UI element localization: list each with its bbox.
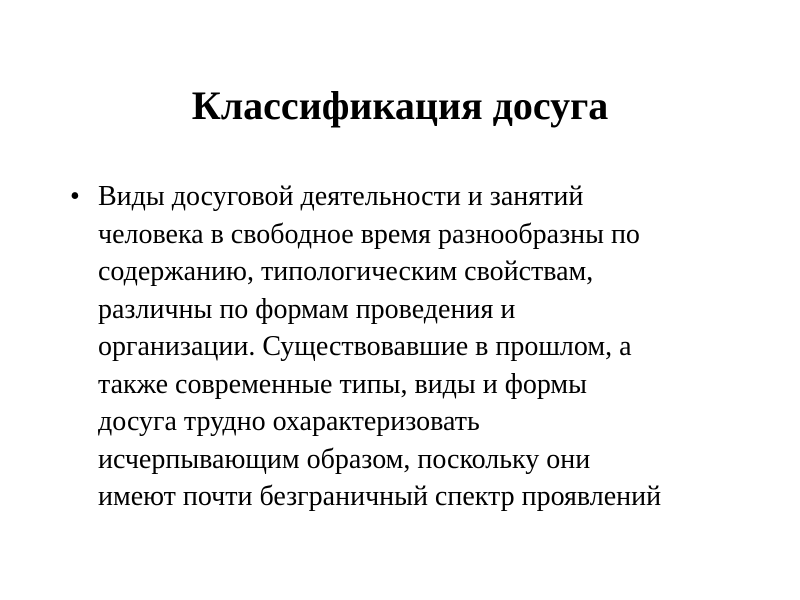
slide-title: Классификация досуга: [191, 83, 609, 128]
bullet-icon: •: [70, 181, 80, 212]
bullet-line: имеют почти безграничный спектр проявлений: [98, 481, 662, 512]
bullet-line: человека в свободное время разнообразны по: [98, 218, 640, 250]
bullet-line: Виды досуговой деятельности и занятий: [98, 181, 584, 212]
bullet-line: досуга трудно охарактеризовать: [98, 406, 480, 437]
bullet-line: организации. Существовавшие в прошлом, а: [98, 331, 632, 362]
slide-body: [70, 178, 760, 516]
bullet-line: различны по формам проведения и: [98, 293, 516, 325]
bullet-item: [70, 178, 760, 516]
bullet-line: также современные типы, виды и формы: [98, 368, 587, 400]
bullet-text: [98, 178, 661, 516]
bullet-line: содержанию, типологическим свойствам,: [98, 256, 594, 287]
bullet-line: исчерпывающим образом, поскольку они: [98, 443, 591, 475]
